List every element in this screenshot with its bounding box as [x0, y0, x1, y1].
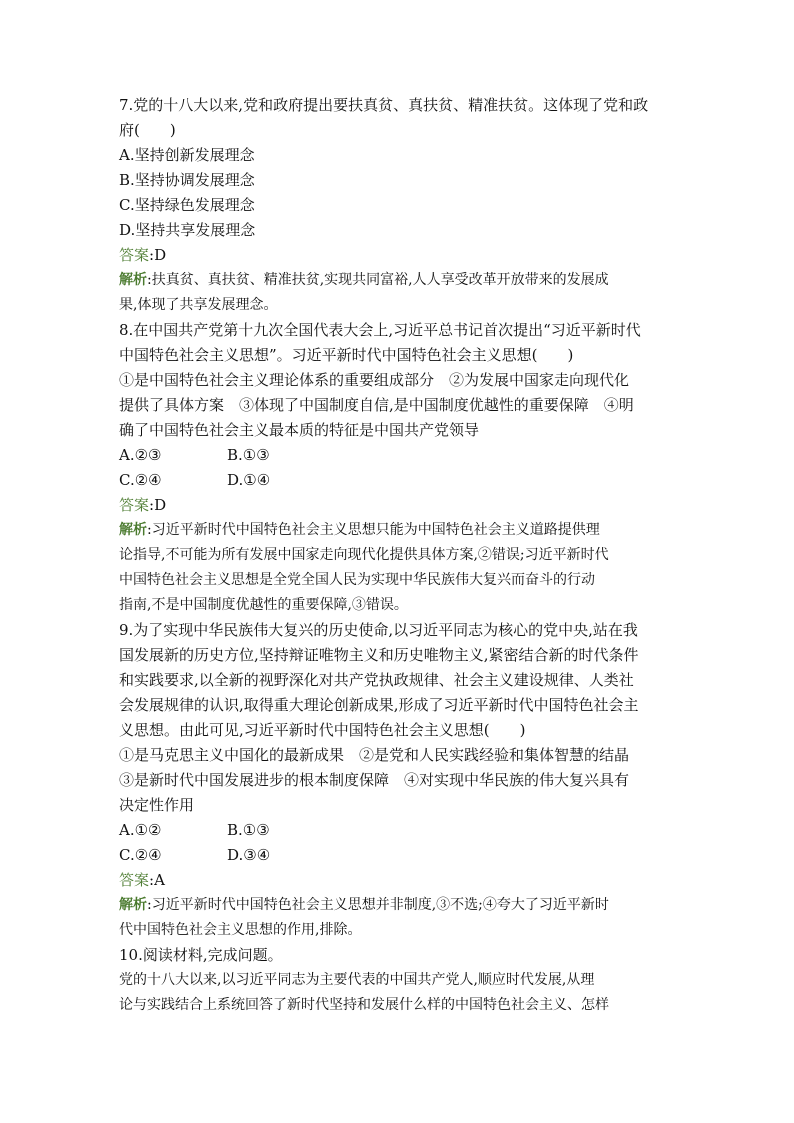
- option-b: B.①③: [227, 446, 270, 464]
- question-stem: 10.阅读材料,完成问题。: [119, 946, 283, 964]
- options-row: [119, 443, 679, 468]
- question-stem: 义思想。由此可见,习近平新时代中国特色社会主义思想( ): [119, 721, 526, 739]
- answer-label: 答案: [119, 496, 150, 514]
- option-a: A.①②: [119, 821, 162, 839]
- option-c: C.②④: [119, 471, 162, 489]
- question-stem: 和实践要求,以全新的视野深化对共产党执政规律、社会主义建设规律、人类社: [119, 671, 634, 689]
- question-10: [119, 943, 679, 1018]
- option-c: C.坚持绿色发展理念: [119, 196, 255, 214]
- question-stem: 府( ): [119, 121, 176, 139]
- answer: [119, 493, 679, 518]
- option-a: A.②③: [119, 446, 162, 464]
- question-stem: 中国特色社会主义思想”。习近平新时代中国特色社会主义思想( ): [119, 346, 574, 364]
- explanation-text: 代中国特色社会主义思想的作用,排除。: [119, 922, 362, 938]
- document-page: [119, 93, 679, 1018]
- question-9: [119, 618, 679, 943]
- option-d: D.①④: [227, 471, 271, 489]
- explanation-text: :习近平新时代中国特色社会主义思想只能为中国特色社会主义道路提供理: [147, 522, 600, 538]
- option-d: D.③④: [227, 846, 271, 864]
- question-statements: ①是中国特色社会主义理论体系的重要组成部分 ②为发展中国家走向现代化: [119, 371, 630, 389]
- answer-label: 答案: [119, 246, 150, 264]
- question-stem: 会发展规律的认识,取得重大理论创新成果,形成了习近平新时代中国特色社会主: [119, 696, 639, 714]
- answer-label: 答案: [119, 871, 150, 889]
- explanation-text: :扶真贫、真扶贫、精准扶贫,实现共同富裕,人人享受改革开放带来的发展成: [147, 272, 609, 288]
- explanation-label: 解析: [119, 272, 147, 288]
- question-stem: 7.党的十八大以来,党和政府提出要扶真贫、真扶贫、精准扶贫。这体现了党和政: [119, 96, 649, 114]
- option-a: A.坚持创新发展理念: [119, 146, 255, 164]
- question-statements: 决定性作用: [119, 796, 195, 814]
- option-d: D.坚持共享发展理念: [119, 221, 256, 239]
- question-8: [119, 318, 679, 618]
- explanation-text: :习近平新时代中国特色社会主义思想并非制度,③不选;④夸大了习近平新时: [147, 897, 609, 913]
- answer-value: :A: [149, 871, 165, 889]
- material-text: 党的十八大以来,以习近平同志为主要代表的中国共产党人,顺应时代发展,从理: [119, 972, 595, 988]
- option-b: B.①③: [227, 821, 270, 839]
- question-stem: 国发展新的历史方位,坚持辩证唯物主义和历史唯物主义,紧密结合新的时代条件: [119, 646, 639, 664]
- explanation-text: 指南,不是中国制度优越性的重要保障,③错误。: [119, 597, 408, 613]
- explanation-text: 中国特色社会主义思想是全党全国人民为实现中华民族伟大复兴而奋斗的行动: [119, 572, 595, 588]
- question-stem: 9.为了实现中华民族伟大复兴的历史使命,以习近平同志为核心的党中央,站在我: [119, 621, 638, 639]
- explanation: [119, 518, 679, 543]
- answer: [119, 868, 679, 893]
- question-stem: 8.在中国共产党第十九次全国代表大会上,习近平总书记首次提出“习近平新时代: [119, 321, 641, 339]
- options-row: [119, 843, 679, 868]
- explanation-text: 论指导,不可能为所有发展中国家走向现代化提供具体方案,②错误;习近平新时代: [119, 547, 609, 563]
- answer-value: :D: [149, 246, 167, 264]
- answer-value: :D: [149, 496, 167, 514]
- explanation: [119, 893, 679, 918]
- option-c: C.②④: [119, 846, 162, 864]
- explanation-text: 果,体现了共享发展理念。: [119, 297, 278, 313]
- option-b: B.坚持协调发展理念: [119, 171, 255, 189]
- question-statements: 确了中国特色社会主义最本质的特征是中国共产党领导: [119, 421, 480, 439]
- question-statements: ③是新时代中国发展进步的根本制度保障 ④对实现中华民族的伟大复兴具有: [119, 771, 630, 789]
- question-7: [119, 93, 679, 318]
- question-statements: 提供了具体方案 ③体现了中国制度自信,是中国制度优越性的重要保障 ④明: [119, 396, 634, 414]
- options-row: [119, 818, 679, 843]
- explanation-label: 解析: [119, 522, 147, 538]
- question-statements: ①是马克思主义中国化的最新成果 ②是党和人民实践经验和集体智慧的结晶: [119, 746, 630, 764]
- options-row: [119, 468, 679, 493]
- explanation-label: 解析: [119, 897, 147, 913]
- answer: [119, 243, 679, 268]
- material-text: 论与实践结合上系统回答了新时代坚持和发展什么样的中国特色社会主义、怎样: [119, 997, 609, 1013]
- explanation: [119, 268, 679, 293]
